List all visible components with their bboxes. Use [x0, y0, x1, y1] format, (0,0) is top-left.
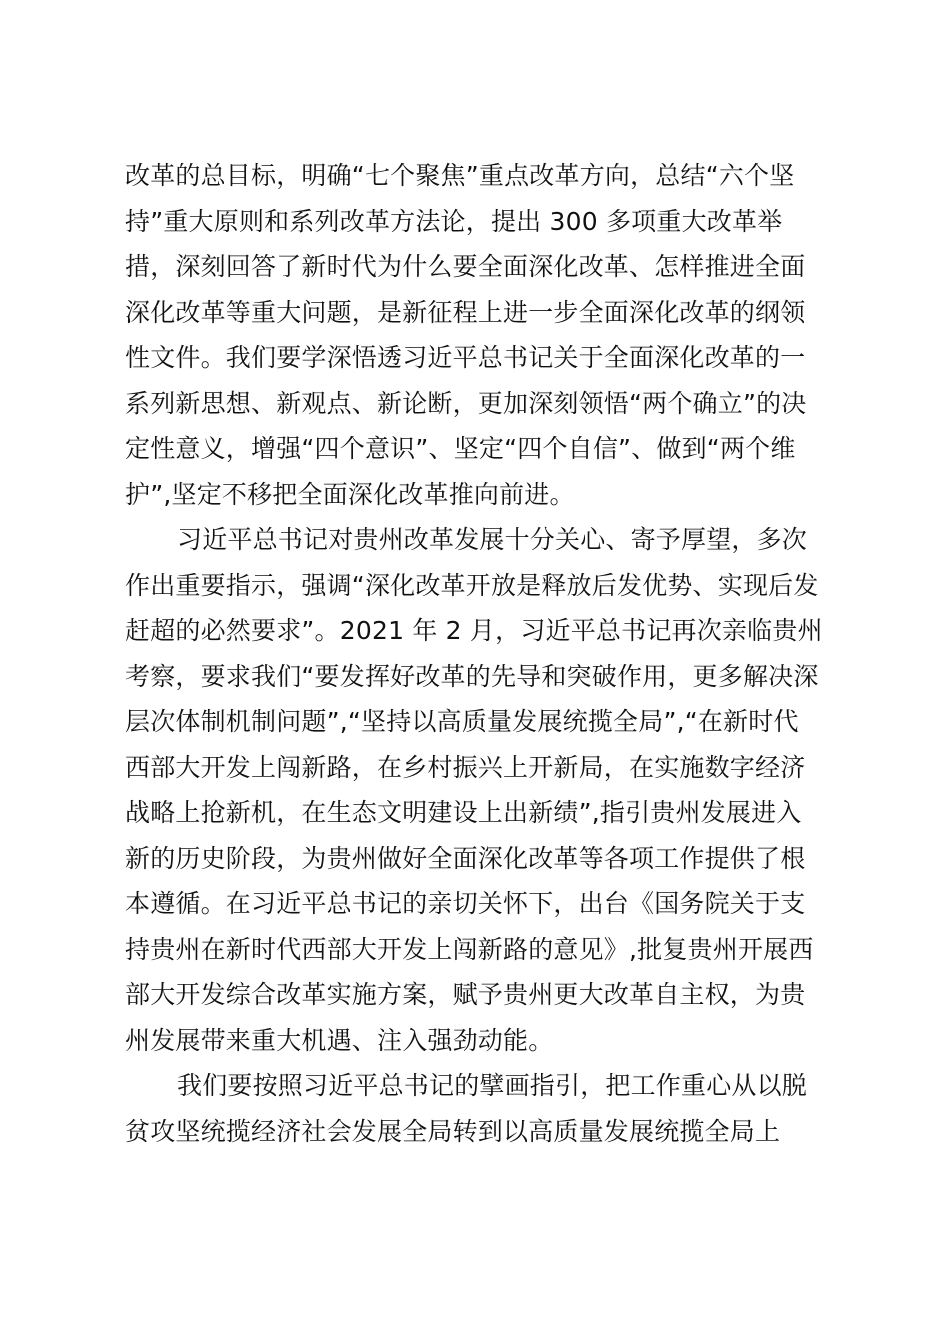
text-line: 赶超的必然要求”。2021 年 2 月，习近平总书记再次亲临贵州: [125, 616, 823, 645]
text-line: 措，深刻回答了新时代为什么要全面深化改革、怎样推进全面: [125, 252, 806, 281]
text-line: 作出重要指示，强调“深化改革开放是释放后发优势、实现后发: [125, 570, 819, 600]
text-line: 定性意义，增强“四个意识”、坚定“四个自信”、做到“两个维: [125, 434, 796, 463]
text-line: 深化改革等重大问题，是新征程上进一步全面深化改革的纲领: [125, 297, 806, 327]
text-line: 部大开发综合改革实施方案，赋予贵州更大改革自主权，为贵: [125, 980, 806, 1009]
text-line: 护”,坚定不移把全面深化改革推向前进。: [125, 479, 575, 509]
text-line: 西部大开发上闯新路，在乡村振兴上开新局，在实施数字经济: [125, 752, 806, 782]
text-line: 习近平总书记对贵州改革发展十分关心、寄予厚望，多次: [177, 525, 808, 554]
text-line: 持贵州在新时代西部大开发上闯新路的意见》,批复贵州开展西: [125, 934, 814, 964]
text-line: 贫攻坚统揽经济社会发展全局转到以高质量发展统揽全局上: [125, 1116, 781, 1146]
text-line: 性文件。我们要学深悟透习近平总书记关于全面深化改革的一: [125, 343, 806, 372]
text-line: 考察，要求我们“要发挥好改革的先导和突破作用，更多解决深: [125, 661, 819, 691]
text-line: 本遵循。在习近平总书记的亲切关怀下，出台《国务院关于支: [125, 889, 806, 918]
text-line: 改革的总目标，明确“七个聚焦”重点改革方向，总结“六个坚: [125, 161, 795, 190]
text-line: 系列新思想、新观点、新论断，更加深刻领悟“两个确立”的决: [125, 388, 807, 418]
text-line: 新的历史阶段，为贵州做好全面深化改革等各项工作提供了根: [125, 843, 806, 873]
document-body: [125, 153, 845, 1154]
text-line: 战略上抢新机，在生态文明建设上出新绩”,指引贵州发展进入: [125, 798, 802, 827]
paragraph-1: [125, 153, 845, 517]
text-line: 层次体制机制问题”,“坚持以高质量发展统揽全局”,“在新时代: [125, 707, 799, 736]
text-line: 持”重大原则和系列改革方法论，提出 300 多项重大改革举: [125, 206, 783, 236]
text-line: 我们要按照习近平总书记的擘画指引，把工作重心从以脱: [177, 1071, 808, 1100]
paragraph-3: [125, 1063, 845, 1154]
text-line: 州发展带来重大机遇、注入强劲动能。: [125, 1025, 554, 1055]
paragraph-2: [125, 517, 845, 1063]
